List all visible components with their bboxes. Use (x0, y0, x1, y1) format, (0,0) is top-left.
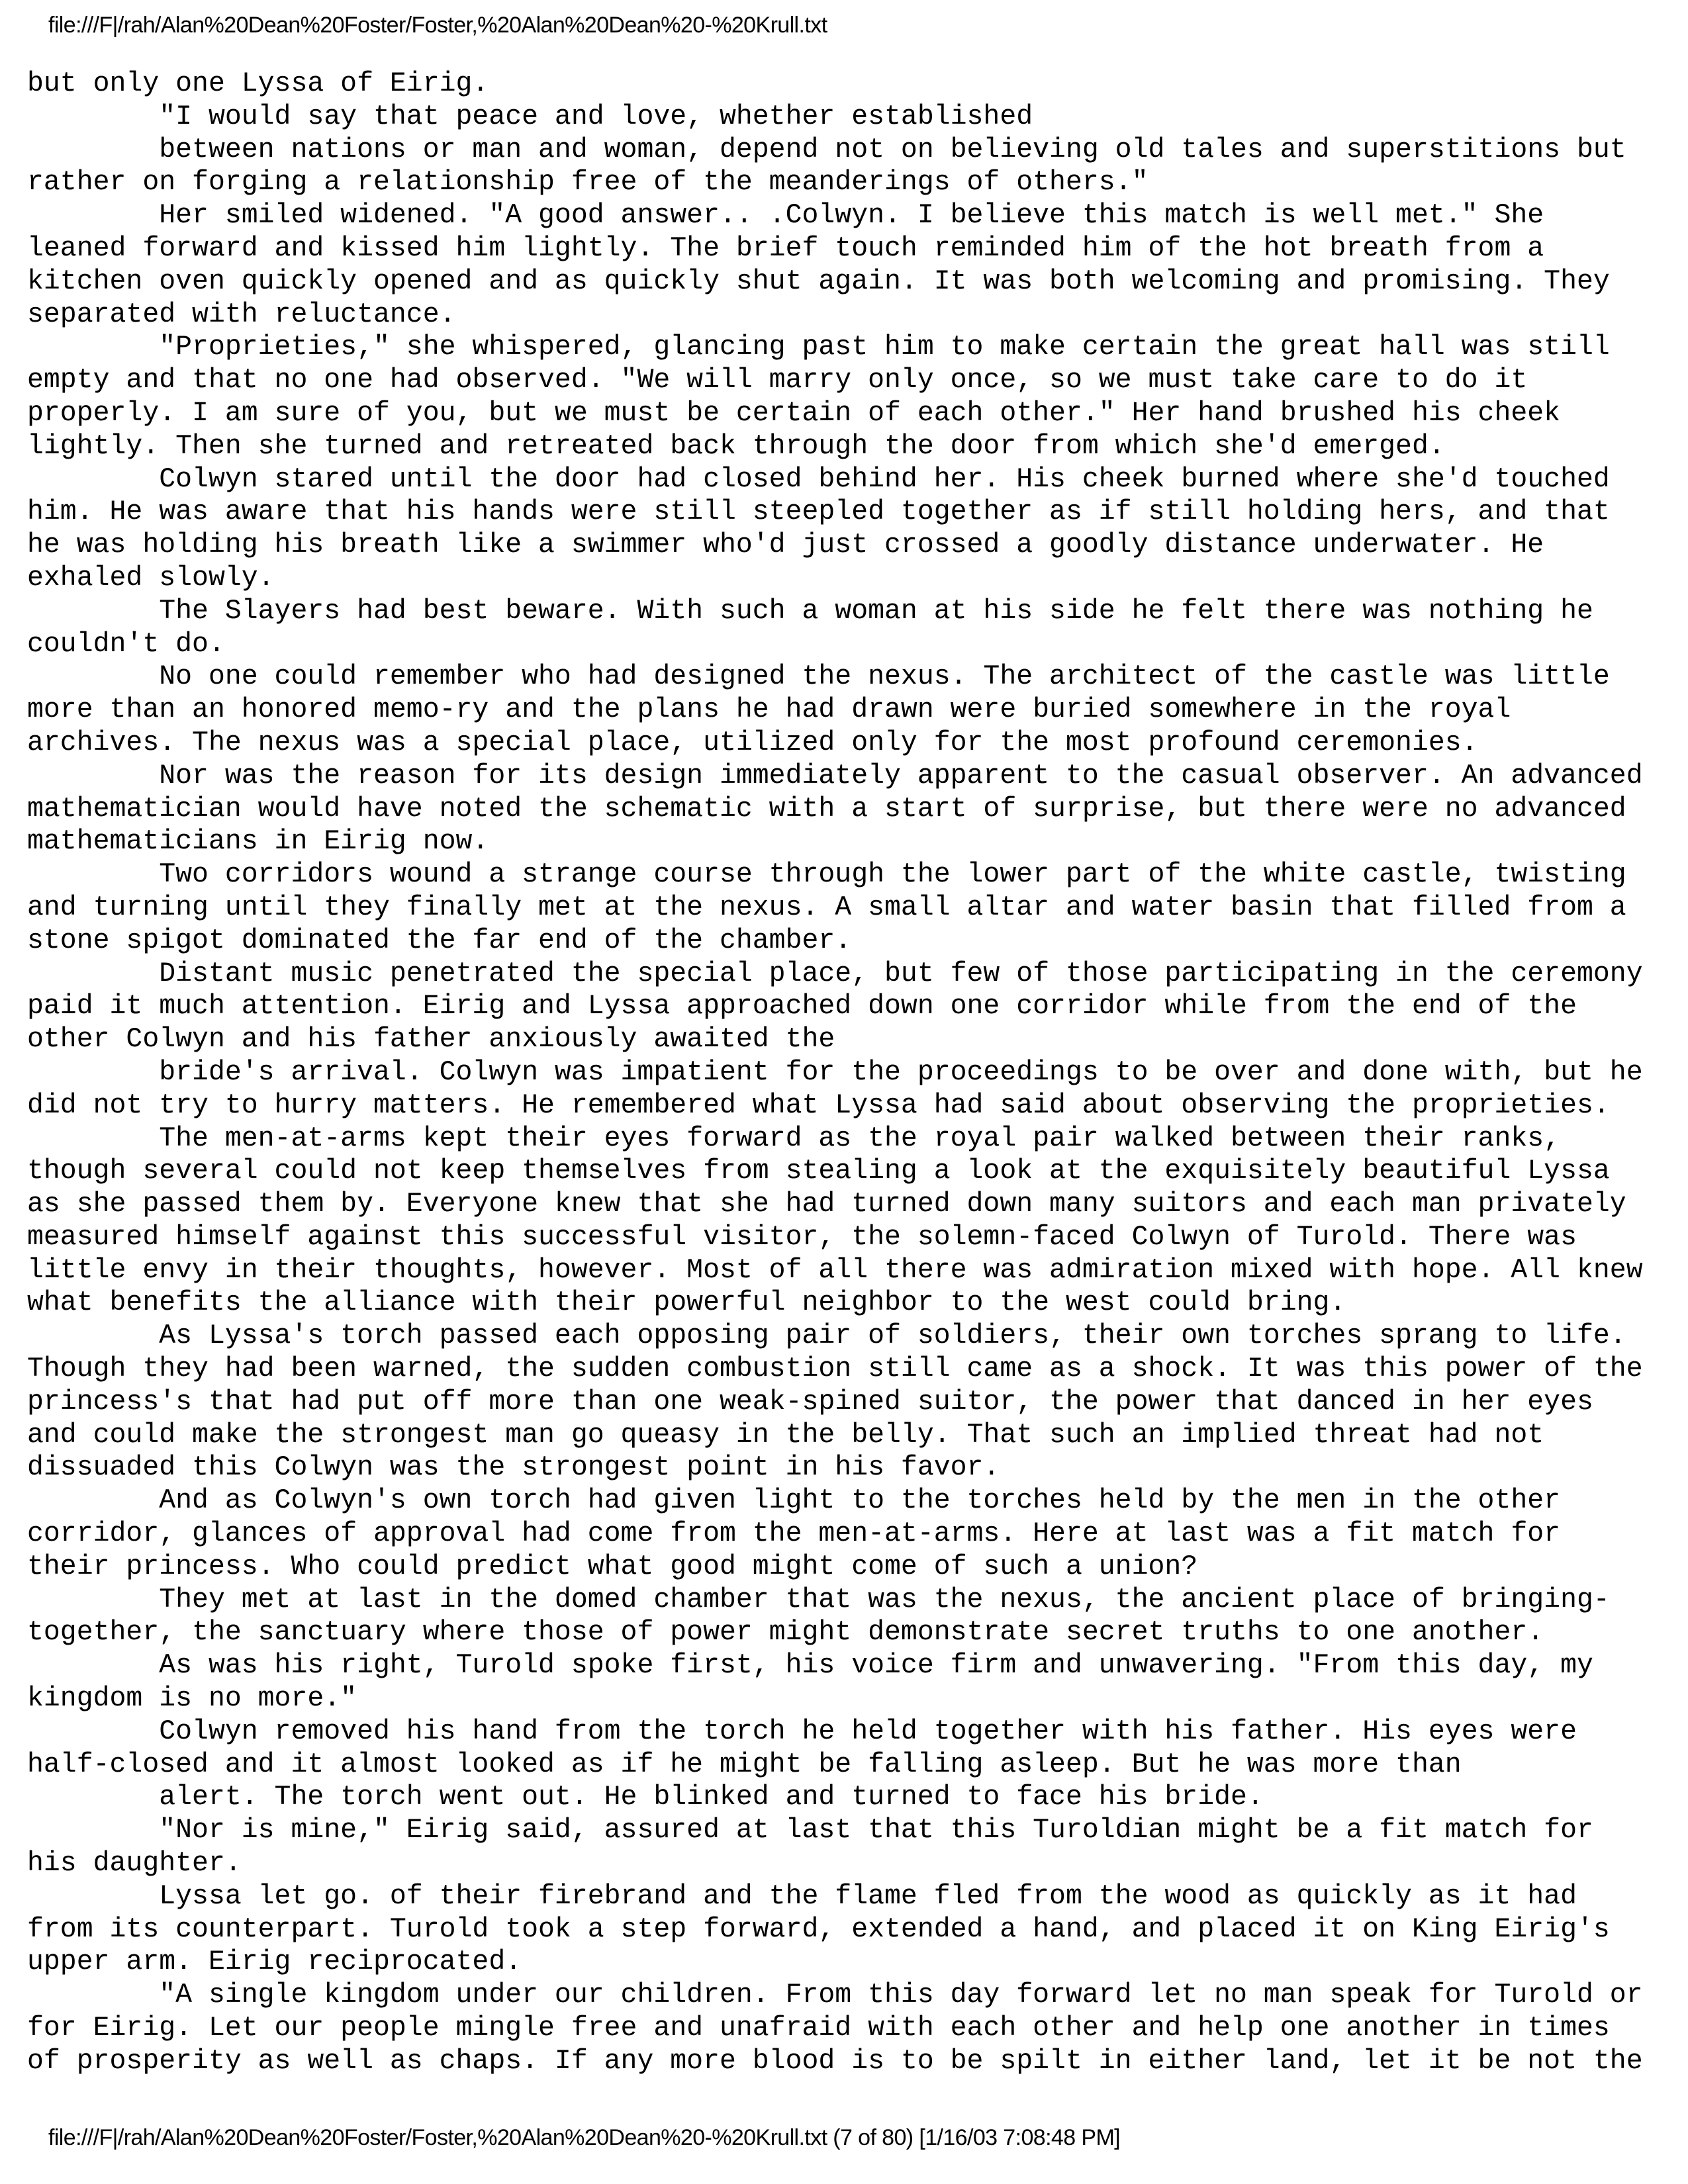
text-line: No one could remember who had designed the nexus. The architect of the castle was little (27, 661, 1610, 693)
text-line: kingdom is no more." (27, 1683, 357, 1715)
text-line: their princess. Who could predict what good might come of such a union? (27, 1551, 1198, 1582)
text-line: little envy in their thoughts, however. Most of all there was admiration mixed with hope. All knew (27, 1254, 1643, 1286)
text-line: rather on forging a relationship free of the meanderings of others." (27, 167, 1149, 199)
text-line: him. He was aware that his hands were still steepled together as if still holding hers, and that (27, 496, 1610, 528)
text-line: exhaled slowly. (27, 562, 275, 594)
text-line: "A single kingdom under our children. From this day forward let no man speak for Turold or (27, 1979, 1643, 2011)
text-line: but only one Lyssa of Eirig. (27, 68, 489, 99)
text-line: of prosperity as well as chaps. If any more blood is to be spilt in either land, let it be not the (27, 2045, 1643, 2077)
text-line: As was his right, Turold spoke first, his voice firm and unwavering. "From this day, my (27, 1650, 1593, 1682)
text-line: did not try to hurry matters. He remembered what Lyssa had said about observing the proprieties. (27, 1089, 1610, 1121)
text-line: The Slayers had best beware. With such a woman at his side he felt there was nothing he (27, 595, 1593, 627)
text-line: from its counterpart. Turold took a step forward, extended a hand, and placed it on King Eirig's (27, 1913, 1610, 1945)
text-line: Nor was the reason for its design immediately apparent to the casual observer. An advanced (27, 760, 1643, 792)
text-line: Two corridors wound a strange course through the lower part of the white castle, twisting (27, 859, 1626, 891)
text-line: though several could not keep themselves from stealing a look at the exquisitely beautiful Lyssa (27, 1156, 1610, 1187)
text-line: mathematicians in Eirig now. (27, 826, 489, 858)
text-line: separated with reluctance. (27, 298, 456, 330)
text-line: measured himself against this successful visitor, the solemn-faced Colwyn of Turold. There was (27, 1221, 1577, 1253)
text-line: Her smiled widened. "A good answer.. .Colwyn. I believe this match is well met." She (27, 200, 1544, 232)
text-line: empty and that no one had observed. "We will marry only once, so we must take care to do it (27, 365, 1528, 396)
text-line: princess's that had put off more than one weak-spined suitor, the power that danced in her eyes (27, 1386, 1593, 1418)
text-line: Distant music penetrated the special place, but few of those participating in the ceremony (27, 958, 1643, 989)
text-line: alert. The torch went out. He blinked and turned to face his bride. (27, 1782, 1264, 1813)
document-body (27, 68, 1669, 2078)
text-line: Lyssa let go. of their firebrand and the flame fled from the wood as quickly as it had (27, 1880, 1577, 1912)
text-line: Colwyn removed his hand from the torch he held together with his father. His eyes were (27, 1715, 1577, 1747)
text-line: The men-at-arms kept their eyes forward as the royal pair walked between their ranks, (27, 1122, 1561, 1154)
text-line: And as Colwyn's own torch had given light to the torches held by the men in the other (27, 1485, 1561, 1517)
text-line: dissuaded this Colwyn was the strongest point in his favor. (27, 1452, 1000, 1484)
text-line: other Colwyn and his father anxiously awaited the (27, 1024, 835, 1056)
text-line: bride's arrival. Colwyn was impatient for the proceedings to be over and done with, but he (27, 1056, 1643, 1088)
text-line: Though they had been warned, the sudden combustion still came as a shock. It was this power of the (27, 1353, 1643, 1385)
text-line: and turning until they finally met at the nexus. A small altar and water basin that filled from a (27, 891, 1626, 923)
text-line: corridor, glances of approval had come from the men-at-arms. Here at last was a fit match for (27, 1518, 1561, 1550)
text-line: stone spigot dominated the far end of the chamber. (27, 925, 852, 956)
page-header-url: file:///F|/rah/Alan%20Dean%20Foster/Foster,%20Alan%20Dean%20-%20Krull.txt (48, 13, 827, 38)
text-line: They met at last in the domed chamber that was the nexus, the ancient place of bringing- (27, 1584, 1610, 1615)
text-line: and could make the strongest man go queasy in the belly. That such an implied threat had not (27, 1419, 1544, 1451)
text-line: couldn't do. (27, 628, 225, 660)
text-line: what benefits the alliance with their powerful neighbor to the west could bring. (27, 1287, 1346, 1319)
text-line: "I would say that peace and love, whether established (27, 101, 1033, 132)
text-line: together, the sanctuary where those of power might demonstrate secret truths to one another. (27, 1617, 1544, 1649)
text-line: as she passed them by. Everyone knew that she had turned down many suitors and each man privately (27, 1189, 1626, 1220)
text-line: half-closed and it almost looked as if he might be falling asleep. But he was more than (27, 1749, 1462, 1780)
text-line: As Lyssa's torch passed each opposing pair of soldiers, their own torches sprang to life. (27, 1320, 1626, 1352)
text-line: for Eirig. Let our people mingle free and unafraid with each other and help one another in times (27, 2013, 1610, 2044)
text-line: between nations or man and woman, depend not on believing old tales and superstitions but (27, 134, 1626, 165)
text-line: kitchen oven quickly opened and as quickly shut again. It was both welcoming and promising. They (27, 265, 1610, 297)
text-line: lightly. Then she turned and retreated back through the door from which she'd emerged. (27, 430, 1445, 462)
text-line: properly. I am sure of you, but we must be certain of each other." Her hand brushed his cheek (27, 397, 1561, 429)
text-line: paid it much attention. Eirig and Lyssa approached down one corridor while from the end of the (27, 991, 1577, 1023)
page-footer: file:///F|/rah/Alan%20Dean%20Foster/Foster,%20Alan%20Dean%20-%20Krull.txt (7 of 80) [1/16/03 7:08:48 PM] (48, 2125, 1121, 2150)
text-line: "Proprieties," she whispered, glancing past him to make certain the great hall was still (27, 332, 1610, 363)
text-line: Colwyn stared until the door had closed behind her. His cheek burned where she'd touched (27, 463, 1610, 495)
text-line: "Nor is mine," Eirig said, assured at last that this Turoldian might be a fit match for (27, 1815, 1593, 1846)
text-line: his daughter. (27, 1848, 242, 1880)
text-line: upper arm. Eirig reciprocated. (27, 1946, 522, 1978)
text-line: archives. The nexus was a special place, utilized only for the most profound ceremonies. (27, 727, 1478, 758)
text-line: more than an honored memo-ry and the plans he had drawn were buried somewhere in the royal (27, 694, 1511, 726)
text-line: leaned forward and kissed him lightly. The brief touch reminded him of the hot breath from a (27, 232, 1544, 264)
text-line: mathematician would have noted the schematic with a start of surprise, but there were no advanced (27, 793, 1626, 825)
text-line: he was holding his breath like a swimmer who'd just crossed a goodly distance underwater. He (27, 529, 1544, 561)
